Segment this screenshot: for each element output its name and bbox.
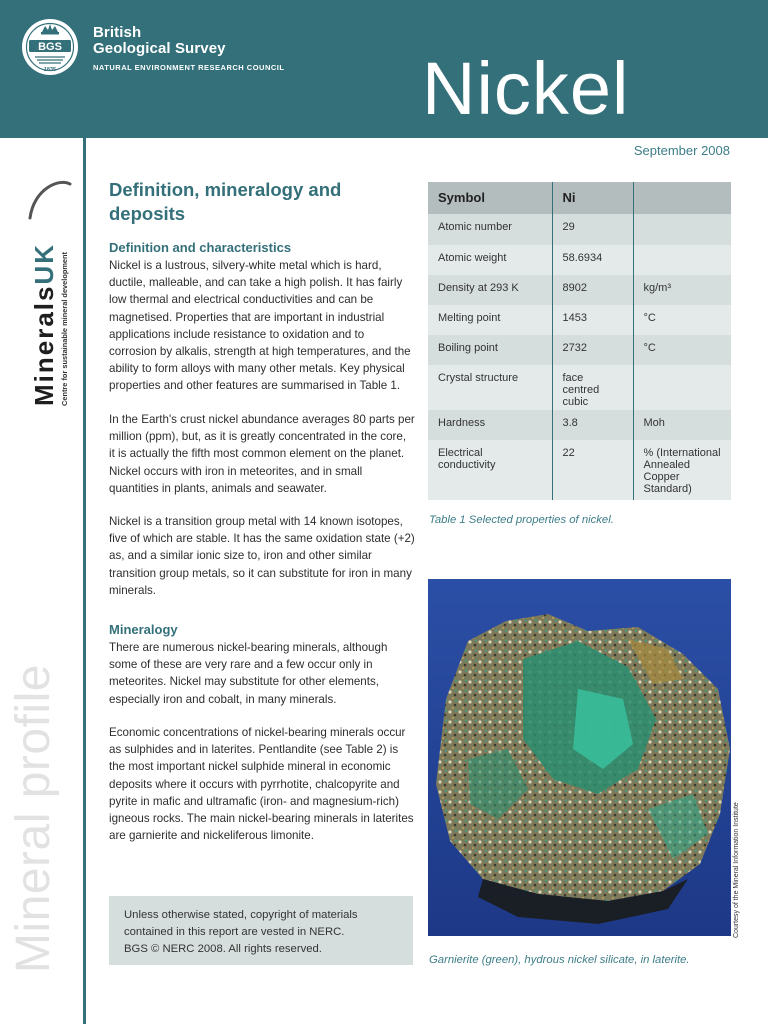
sidebar-divider — [83, 138, 86, 1024]
svg-text:Centre for sustainable mineral: Centre for sustainable mineral development — [60, 251, 69, 406]
svg-text:1835: 1835 — [43, 67, 57, 73]
table-row — [428, 410, 731, 440]
org-name-line2: Geological Survey — [93, 40, 226, 57]
header-band — [0, 0, 768, 138]
table-row — [428, 305, 731, 335]
table-cell: 22 — [552, 440, 633, 500]
table-cell: 1453 — [552, 305, 633, 335]
paragraph: There are numerous nickel-bearing minerals, although some of these are very rare and a few occur only in meteorites. Nickel may substitute for other elements, especially iron and cobalt, in many minerals. — [109, 641, 388, 706]
table-header-cell: Ni — [552, 182, 633, 214]
table-cell: Density at 293 K — [428, 275, 552, 305]
org-subtitle: NATURAL ENVIRONMENT RESEARCH COUNCIL — [93, 63, 285, 72]
section-title-definition: Definition and characteristics — [109, 240, 292, 255]
garnierite-photo — [428, 579, 731, 936]
copyright-line: BGS © NERC 2008. All rights reserved. — [124, 942, 322, 955]
table-header-cell: Symbol — [428, 182, 552, 214]
publication-date: September 2008 — [633, 143, 730, 158]
table-cell: Moh — [633, 410, 731, 440]
table-cell: Crystal structure — [428, 365, 552, 410]
table-cell: Atomic number — [428, 214, 552, 245]
table-cell: Hardness — [428, 410, 552, 440]
table-cell: kg/m³ — [633, 275, 731, 305]
table-header-row — [428, 182, 731, 214]
table-row — [428, 214, 731, 245]
table-cell: 3.8 — [552, 410, 633, 440]
copyright-notice — [109, 896, 413, 965]
table-cell: face centred cubic — [552, 365, 633, 410]
section-title-mineralogy: Mineralogy — [109, 622, 178, 637]
table-row — [428, 440, 731, 500]
table-cell: % (International Annealed Copper Standard) — [633, 440, 731, 500]
paragraph: Nickel is a lustrous, silvery-white metal which is hard, ductile, malleable, and can take a high polish. It has fairly low thermal and electrical conductivities and can be magnetised. Properties that are important in industrial applications include resistance to oxidation and to corrosion by alkalis, strength at high temperatures, and the ability to form alloys with many other metals. Key physical properties and other features are summarised in Table 1. — [109, 259, 411, 393]
table-cell: °C — [633, 335, 731, 365]
page-title: Nickel — [422, 47, 630, 130]
table-cell: Atomic weight — [428, 245, 552, 275]
table-header-cell — [633, 182, 731, 214]
paragraph: In the Earth's crust nickel abundance averages 80 parts per million (ppm), but, as it is greatly concentrated in the core, it is actually the fifth most common element on the planet. Nickel occurs with iron in meteorites, and in small quantities in plants, animals and seawater. — [109, 413, 415, 495]
paragraph: Economic concentrations of nickel-bearing minerals occur as sulphides and in laterites. Pentlandite (see Table 2) is the most important nickel sulphide mineral in economic deposits where it occurs with pyrrhotite, chalcopyrite and pyrite in mafic and ultramafic (iron- and magnesium-rich) igneous rocks. The main nickel-bearing minerals in laterites are garnierite and nickeliferous limonite. — [109, 726, 414, 843]
table-cell: 58.6934 — [552, 245, 633, 275]
org-name-line1: British — [93, 24, 142, 41]
properties-table — [428, 182, 731, 500]
copyright-line: Unless otherwise stated, copyright of materials — [124, 909, 358, 921]
svg-text:BGS: BGS — [38, 41, 62, 53]
bgs-logo-icon — [20, 18, 80, 76]
table-cell: °C — [633, 305, 731, 335]
table-row — [428, 245, 731, 275]
svg-text:MineralsUK: MineralsUK — [29, 242, 59, 406]
table-cell — [633, 365, 731, 410]
table-row — [428, 335, 731, 365]
mineralsuk-logo — [8, 178, 78, 418]
table-caption: Table 1 Selected properties of nickel. — [429, 514, 614, 526]
sidebar-profile-label: Mineral profile — [7, 664, 60, 973]
photo-credit: Courtesy of the Mineral Information Institute — [733, 802, 740, 938]
table-cell: Melting point — [428, 305, 552, 335]
table-cell: Boiling point — [428, 335, 552, 365]
paragraph: Nickel is a transition group metal with 14 known isotopes, five of which are stable. It has the same oxidation state (+2) as, and a similar ionic size to, iron and other similar transition group metals, so it can substitute for iron in many minerals. — [109, 515, 415, 597]
table-cell: Electrical conductivity — [428, 440, 552, 500]
table-cell — [633, 245, 731, 275]
table-cell: 2732 — [552, 335, 633, 365]
table-cell: 8902 — [552, 275, 633, 305]
main-heading: Definition, mineralogy and deposits — [109, 179, 342, 224]
table-cell — [633, 214, 731, 245]
table-row — [428, 275, 731, 305]
table-cell: 29 — [552, 214, 633, 245]
table-row — [428, 365, 731, 410]
photo-caption: Garnierite (green), hydrous nickel silicate, in laterite. — [429, 954, 690, 966]
copyright-line: contained in this report are vested in NERC. — [124, 925, 345, 938]
